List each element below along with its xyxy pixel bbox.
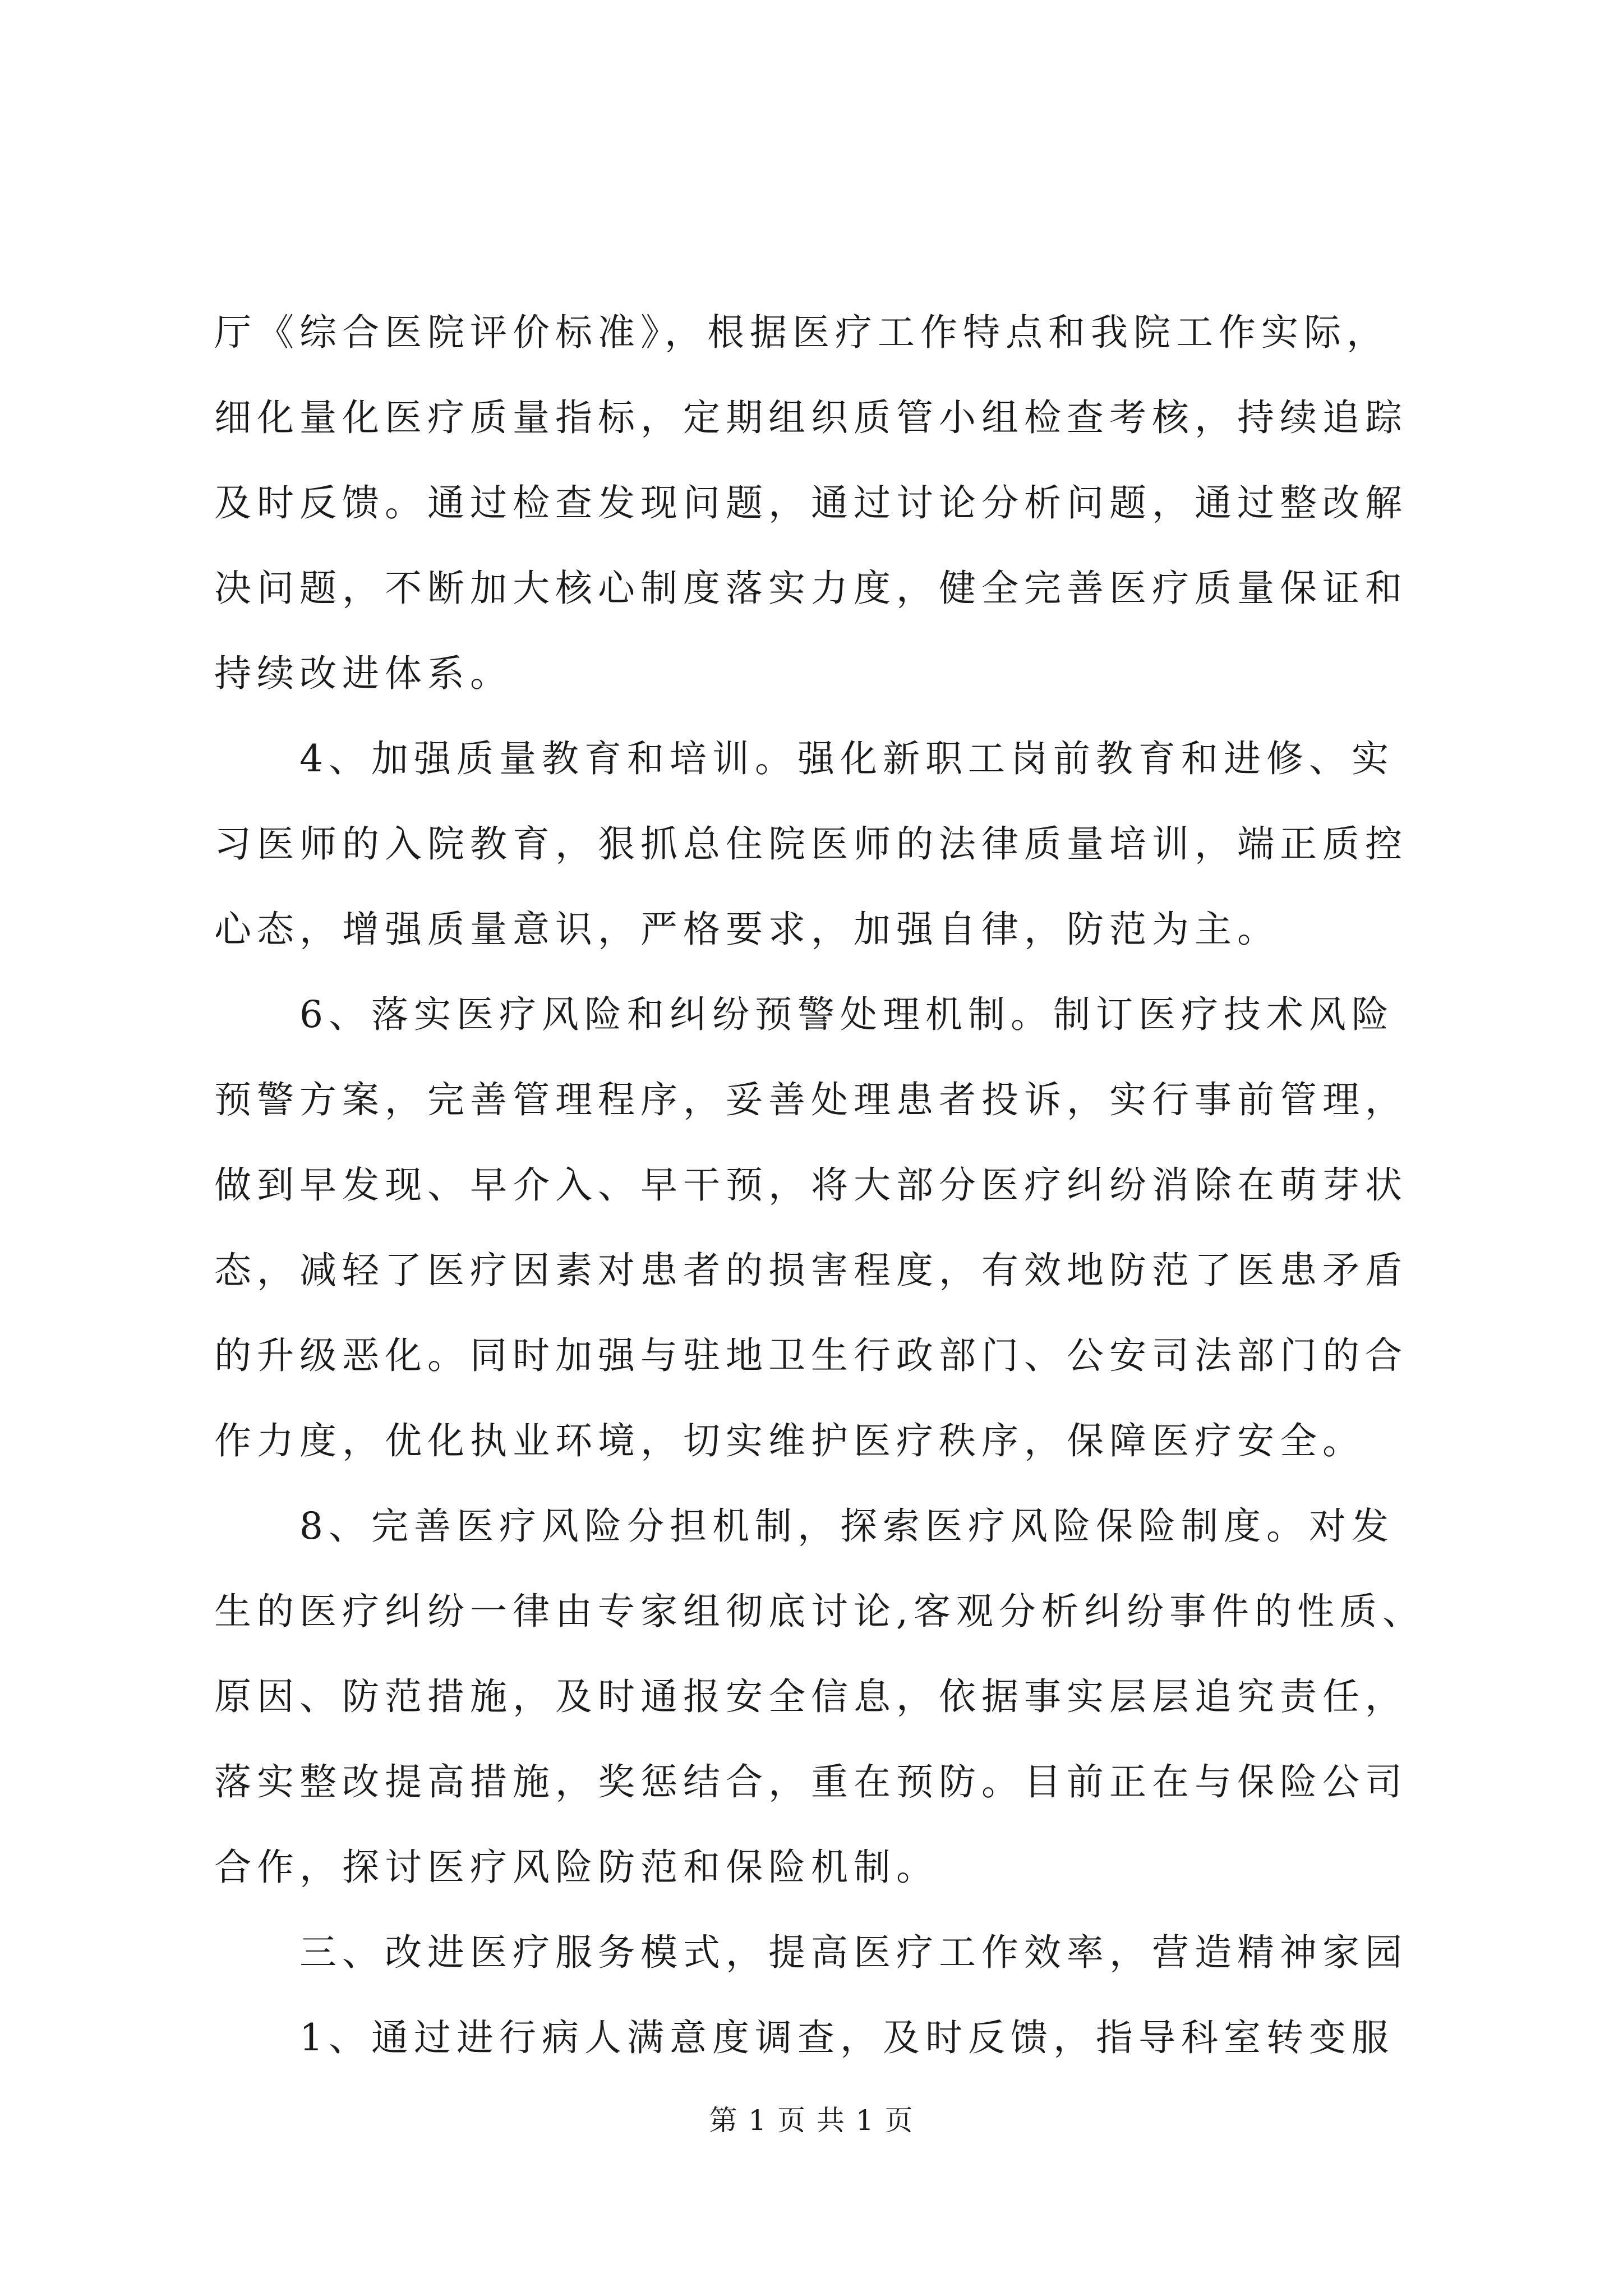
text-line: 8、完善医疗风险分担机制，探索医疗风险保险制度。对发 — [299, 1504, 1394, 1548]
text-line: 作力度，优化执业环境，切实维护医疗秩序，保障医疗安全。 — [214, 1419, 1365, 1462]
text-line: 习医师的入院教育，狠抓总住院医师的法律质量培训，端正质控 — [214, 822, 1408, 866]
page-footer: 第 1 页 共 1 页 — [709, 2104, 914, 2137]
text-line: 厅《综合医院评价标准》，根据医疗工作特点和我院工作实际， — [214, 311, 1389, 354]
text-line: 心态，增强质量意识，严格要求，加强自律，防范为主。 — [214, 908, 1280, 951]
text-line: 态，减轻了医疗因素对患者的损害程度，有效地防范了医患矛盾 — [214, 1249, 1408, 1292]
text-line: 合作，探讨医疗风险防范和保险机制。 — [214, 1846, 939, 1889]
text-line: 的升级恶化。同时加强与驻地卫生行政部门、公安司法部门的合 — [214, 1334, 1408, 1377]
text-line: 持续改进体系。 — [214, 652, 513, 695]
text-line: 生的医疗纠纷一律由专家组彻底讨论,客观分析纠纷事件的性质、 — [214, 1590, 1425, 1633]
text-line: 落实整改提高措施，奖惩结合，重在预防。目前正在与保险公司 — [214, 1760, 1408, 1803]
text-line: 4、加强质量教育和培训。强化新职工岗前教育和进修、实 — [299, 737, 1394, 780]
text-line: 及时反馈。通过检查发现问题，通过讨论分析问题，通过整改解 — [214, 481, 1408, 524]
text-line: 1、通过进行病人满意度调查，及时反馈，指导科室转变服 — [299, 2016, 1394, 2059]
text-line: 细化量化医疗质量指标，定期组织质管小组检查考核，持续追踪 — [214, 396, 1408, 439]
section-heading: 三、改进医疗服务模式，提高医疗工作效率，营造精神家园 — [299, 1931, 1408, 1974]
text-line: 决问题，不断加大核心制度落实力度，健全完善医疗质量保证和 — [214, 567, 1408, 610]
text-line: 原因、防范措施，及时通报安全信息，依据事实层层追究责任， — [214, 1675, 1408, 1718]
text-line: 6、落实医疗风险和纠纷预警处理机制。制订医疗技术风险 — [299, 993, 1394, 1036]
text-line: 预警方案，完善管理程序，妥善处理患者投诉，实行事前管理， — [214, 1078, 1408, 1121]
text-line: 做到早发现、早介入、早干预，将大部分医疗纠纷消除在萌芽状 — [214, 1163, 1408, 1207]
